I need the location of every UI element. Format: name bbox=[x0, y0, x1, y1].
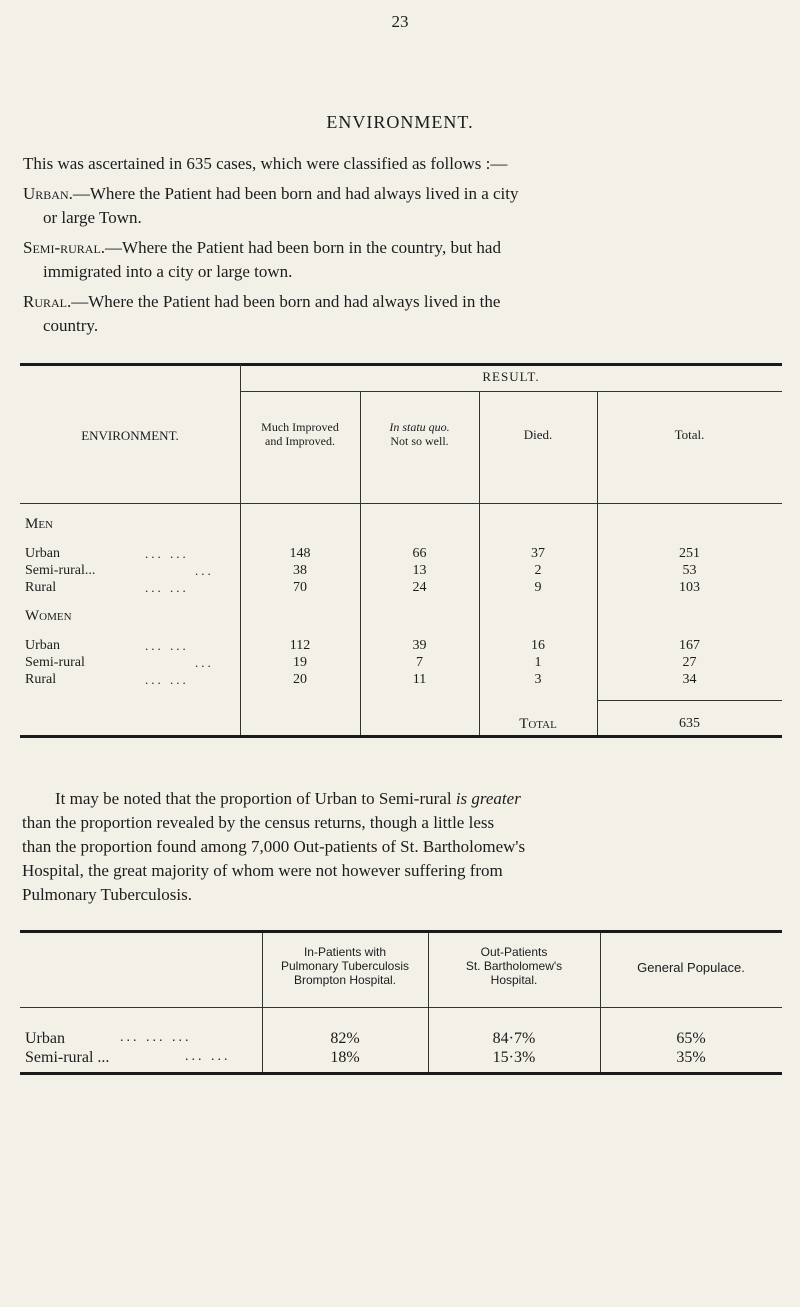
header-line: Hospital. bbox=[490, 973, 538, 987]
table-cell: 34 bbox=[682, 672, 697, 687]
result-rule bbox=[240, 391, 782, 392]
definition-text-cont: country. bbox=[43, 316, 99, 335]
definition-term: Urban. bbox=[23, 184, 73, 203]
table-row-label: Rural bbox=[25, 672, 57, 687]
definition-text: —Where the Patient had been born and had always lived in the bbox=[71, 292, 501, 311]
document-page: 23 ENVIRONMENT. This was ascertained in 635 cases, which were classified as follows :— Urban.—Where the Patient had been born and had always lived in a city or large Town. Semi-rural.—Where the Patient had been born in the country, but had immigrated into a city or large town. Rural.—Where the Patient had been born and had always lived in the country. RESULT. ENVIRONMENT. Much Improved and Improved. In statu quo. Not so well. Died. Total. Men Urban ... ... 148 66 37 251 Semi-rural... ... 38 13 2 53 Rural ... ... 70 24 9 103 Women Urban ... ... 112 39 16 167 Semi-rural ... 19 7 1 27 Rural ... ... 20 11 3 34 Total 635 It may be noted that the proportion of Urban to Semi-rural is greater than the proportion revealed by the census returns, though a little less than the proportion found among 7,000 Out-patients of St. Bartholomew's Hospital, the great majority of whom were not however suffering from Pulmonary Tuberculosis. In-Patients with Pulmonary Tuberculosis Brompton Hospital. Out-Patients St. Bartholomew's Hospital. General Populace. Urban ... ... ... 82% 84·7% 65% Semi-rural ... ... ... 18% 15·3% 35% bbox=[0, 0, 800, 1307]
total-header: Total. bbox=[674, 427, 705, 442]
header-rule bbox=[20, 503, 782, 504]
general-populace-header: General Populace. bbox=[637, 960, 745, 975]
paragraph-text: It may be noted that the proportion of Urban to Semi-rural bbox=[55, 789, 456, 808]
paragraph-line bbox=[55, 787, 770, 811]
table2-bottom-rule bbox=[20, 1072, 782, 1075]
paragraph-line: than the proportion found among 7,000 Out-patients of St. Bartholomew's bbox=[22, 837, 526, 856]
definition-text-cont: or large Town. bbox=[43, 208, 142, 227]
men-group-label: Men bbox=[25, 516, 54, 532]
outpatients-header bbox=[428, 945, 600, 987]
table2-cell: 18% bbox=[330, 1049, 360, 1066]
table-cell: 20 bbox=[293, 672, 307, 687]
table-row-label: Semi-rural bbox=[25, 655, 85, 670]
table2-cell: 35% bbox=[676, 1049, 706, 1066]
header-line: Brompton Hospital. bbox=[293, 973, 397, 987]
header-line: Pulmonary Tuberculosis bbox=[280, 959, 410, 973]
leader-dots: ... ... bbox=[185, 1049, 231, 1064]
definition-text: —Where the Patient had been born in the country, but had bbox=[105, 238, 501, 257]
table2-header-rule bbox=[20, 1007, 782, 1008]
definition-text: —Where the Patient had been born and had always lived in a city bbox=[72, 184, 519, 203]
total-label: Total bbox=[519, 716, 557, 732]
grand-total: 635 bbox=[679, 716, 700, 731]
result-header: RESULT. bbox=[482, 369, 540, 384]
died-header: Died. bbox=[523, 427, 553, 442]
table-cell: 7 bbox=[416, 655, 423, 670]
definition-rural bbox=[23, 290, 773, 338]
table2-top-rule bbox=[20, 930, 782, 933]
leader-dots: ... ... ... bbox=[120, 1030, 192, 1045]
statu-quo-header: In statu quo. Not so well. bbox=[389, 420, 450, 448]
table-bottom-rule bbox=[20, 735, 782, 738]
leader-dots: ... ... bbox=[145, 672, 189, 687]
table2-cell: 15·3% bbox=[492, 1049, 536, 1066]
paragraph-line: Pulmonary Tuberculosis. bbox=[22, 885, 193, 904]
definition-term: Semi-rural. bbox=[23, 238, 106, 257]
emphasis-text: is greater bbox=[455, 789, 521, 808]
section-heading: ENVIRONMENT. bbox=[326, 112, 474, 132]
commentary-paragraph bbox=[22, 787, 770, 907]
table2-row-label: Urban bbox=[25, 1030, 65, 1047]
women-group-label: Women bbox=[25, 608, 72, 624]
definition-term: Rural. bbox=[23, 292, 72, 311]
table-cell: 11 bbox=[412, 672, 427, 687]
header-line: St. Bartholomew's bbox=[465, 959, 563, 973]
page-number: 23 bbox=[391, 12, 409, 31]
definition-semi-rural bbox=[23, 236, 773, 284]
table-cell: 27 bbox=[682, 655, 697, 670]
table2-cell: 82% bbox=[330, 1030, 360, 1047]
inpatients-header bbox=[262, 945, 428, 987]
table2-cell: 65% bbox=[676, 1030, 706, 1047]
definition-text-cont: immigrated into a city or large town. bbox=[43, 262, 293, 281]
improved-header: Much Improved and Improved. bbox=[261, 420, 339, 448]
table-cell: 1 bbox=[534, 655, 542, 670]
table-cell: 19 bbox=[293, 655, 307, 670]
leader-dots: ... bbox=[195, 655, 214, 670]
environment-header: ENVIRONMENT. bbox=[81, 428, 179, 443]
table2-row-label: Semi-rural ... bbox=[25, 1049, 110, 1066]
paragraph-line: than the proportion revealed by the census returns, though a little less bbox=[22, 813, 495, 832]
header-line: In-Patients with bbox=[303, 945, 387, 959]
table2-cell: 84·7% bbox=[492, 1030, 536, 1047]
table-cell: 3 bbox=[534, 672, 542, 687]
definition-urban bbox=[23, 182, 773, 230]
intro-paragraph: This was ascertained in 635 cases, which were classified as follows :— bbox=[23, 154, 508, 173]
total-rule bbox=[597, 700, 782, 701]
paragraph-line: Hospital, the great majority of whom were not however suffering from bbox=[22, 861, 503, 880]
header-line: Out-Patients bbox=[480, 945, 548, 959]
table-top-rule bbox=[20, 363, 782, 366]
